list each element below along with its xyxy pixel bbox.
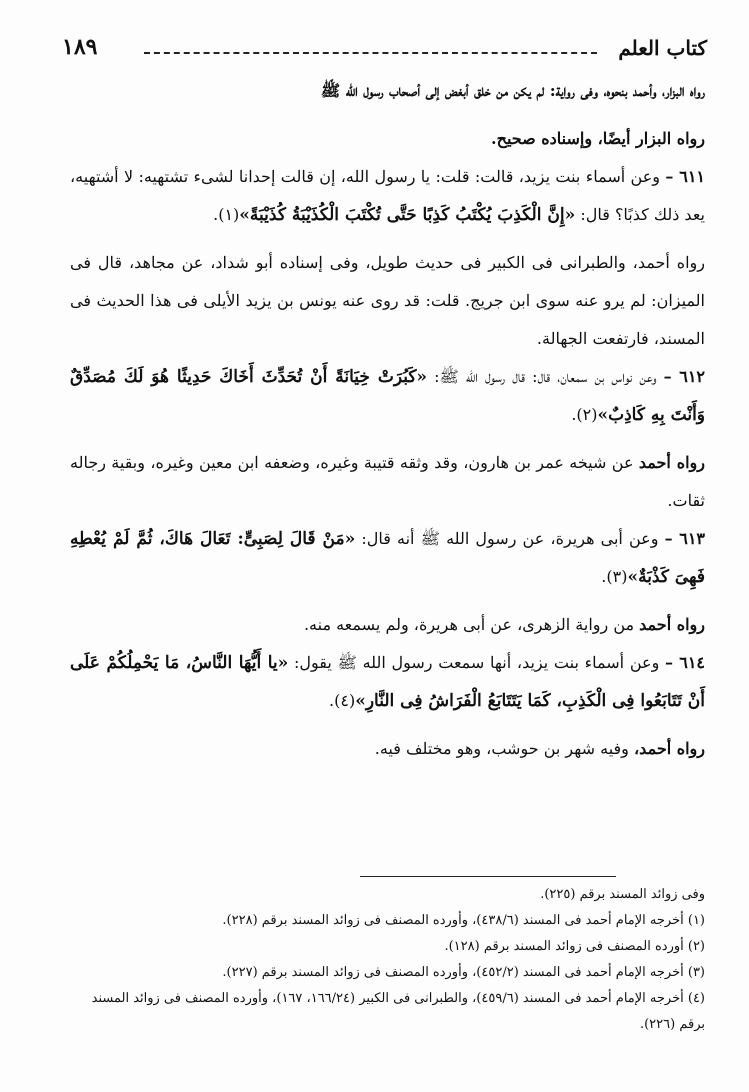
footnote: (١) أخرجه الإمام أحمد فى المسند (٤٣٨/٦)، وأورده المصنف فى زوائد المسند برقم (٢٢٨). xyxy=(222,913,705,928)
footnote: (٤) أخرجه الإمام أحمد فى المسند (٤٥٩/٦)، والطبرانى فى الكبير (١٦٦/٢٤، ١٦٧)، وأورده المصنف فى زوائد المسند برقم (٢٢٦). xyxy=(91,991,705,1032)
footnote: وفى زوائد المسند برقم (٢٢٥). xyxy=(540,887,705,902)
hadith-intro: وعن نواس بن سمعان، قال: قال رسول الله ﷺ: xyxy=(434,367,657,386)
page-number: ١٨٩ xyxy=(62,34,98,60)
hadith-saying: «يا أَيُّهَا النَّاسُ، مَا يَحْمِلُكُمْ عَلَى أَنْ تَتَابَعُوا فِى الْكَذِبِ، كَمَا يَتَتَابَعُ الْفَرَاشُ فِى النَّارِ» xyxy=(70,653,705,711)
footnotes xyxy=(70,882,705,1038)
takhrij-paragraph xyxy=(70,72,705,110)
footnote-ref: (٢). xyxy=(571,405,598,424)
takhrij-paragraph xyxy=(70,606,705,644)
source-name: رواه أحمد xyxy=(638,453,706,472)
hadith-613 xyxy=(70,520,705,596)
footnote: (٢) أورده المصنف فى زوائد المسند برقم (١٢٨). xyxy=(444,939,705,954)
takhrij-text: وفيه شهر بن حوشب، وهو مختلف فيه. xyxy=(374,739,629,758)
hadith-number: ٦١٤ – xyxy=(665,653,706,672)
hadith-614 xyxy=(70,644,705,720)
takhrij-paragraph xyxy=(70,120,705,158)
header-rule xyxy=(144,52,597,54)
takhrij-text: عن شيخه عمر بن هارون، وقد وثقه قتيبة وغيره، وضعفه ابن معين وغيره، وبقية رجاله ثقات. xyxy=(70,453,705,510)
hadith-612 xyxy=(70,358,705,434)
footnote-ref: (١). xyxy=(213,205,240,224)
hadith-number: ٦١١ – xyxy=(665,167,705,186)
takhrij-paragraph xyxy=(70,444,705,520)
hadith-saying: «كَبُرَتْ خِيَانَةً أَنْ تُحَدِّثَ أَخَاكَ حَدِيثًا هُوَ لَكَ مُصَدِّقٌ وَأَنْتَ بِهِ كَاذِبٌ» xyxy=(70,367,705,425)
takhrij-text: رواه البزار أيضًا، وإسناده صحيح. xyxy=(491,129,705,148)
hadith-intro: وعن أسماء بنت يزيد، أنها سمعت رسول الله ﷺ يقول: xyxy=(294,653,660,672)
page-header xyxy=(62,32,707,72)
takhrij-paragraph xyxy=(70,244,705,358)
takhrij-text: من رواية الزهرى، عن أبى هريرة، ولم يسمعه منه. xyxy=(303,615,635,634)
takhrij-paragraph xyxy=(70,730,705,768)
takhrij-text: رواه أحمد، والطبرانى فى الكبير فى حديث طويل، وفى إسناده أبو شداد، عن مجاهد، قال فى الميزان: لم يرو عنه سوى ابن جريج. قلت: قد روى عنه يونس بن يزيد الأيلى فى هذا الحديث فى المسند، فارتفعت الجهالة. xyxy=(70,253,705,348)
hadith-611 xyxy=(70,158,705,234)
footnote-ref: (٣). xyxy=(601,567,628,586)
footnote-ref: (٤). xyxy=(329,691,356,710)
hadith-intro: وعن أسماء بنت يزيد، قالت: قلت: يا رسول الله، إن قالت إحدانا لشىء تشتهيه: لا أشتهيه، يعد ذلك كذبًا؟ قال: xyxy=(70,167,705,224)
footnote: (٣) أخرجه الإمام أحمد فى المسند (٤٥٢/٢)، وأورده المصنف فى زوائد المسند برقم (٢٢٧). xyxy=(222,965,705,980)
hadith-number: ٦١٢ – xyxy=(663,367,706,386)
chapter-title: كتاب العلم xyxy=(618,36,707,60)
hadith-intro: وعن أبى هريرة، عن رسول الله ﷺ أنه قال: xyxy=(361,529,659,548)
hadith-number: ٦١٣ – xyxy=(664,529,705,548)
source-name: رواه أحمد، xyxy=(634,739,705,758)
main-text xyxy=(70,72,705,768)
footnote-separator xyxy=(360,876,616,877)
hadith-saying: «إِنَّ الْكَذِبَ يُكْتَبُ كَذِبًا حَتَّى تُكْتَبَ الْكُذَيْبَةُ كُذَيْبَةً» xyxy=(239,205,576,225)
hadith-saying: «مَنْ قَالَ لِصَبِىٍّ: تَعَالَ هَاكَ، ثُمَّ لَمْ يُعْطِهِ فَهِىَ كَذْبَةٌ» xyxy=(70,529,705,587)
takhrij-text: رواه البزار، وأحمد بنحوه، وفى رواية: لم يكن من خلق أبغض إلى أصحاب رسول الله ﷺ xyxy=(320,81,705,100)
source-name: رواه أحمد xyxy=(639,615,705,634)
